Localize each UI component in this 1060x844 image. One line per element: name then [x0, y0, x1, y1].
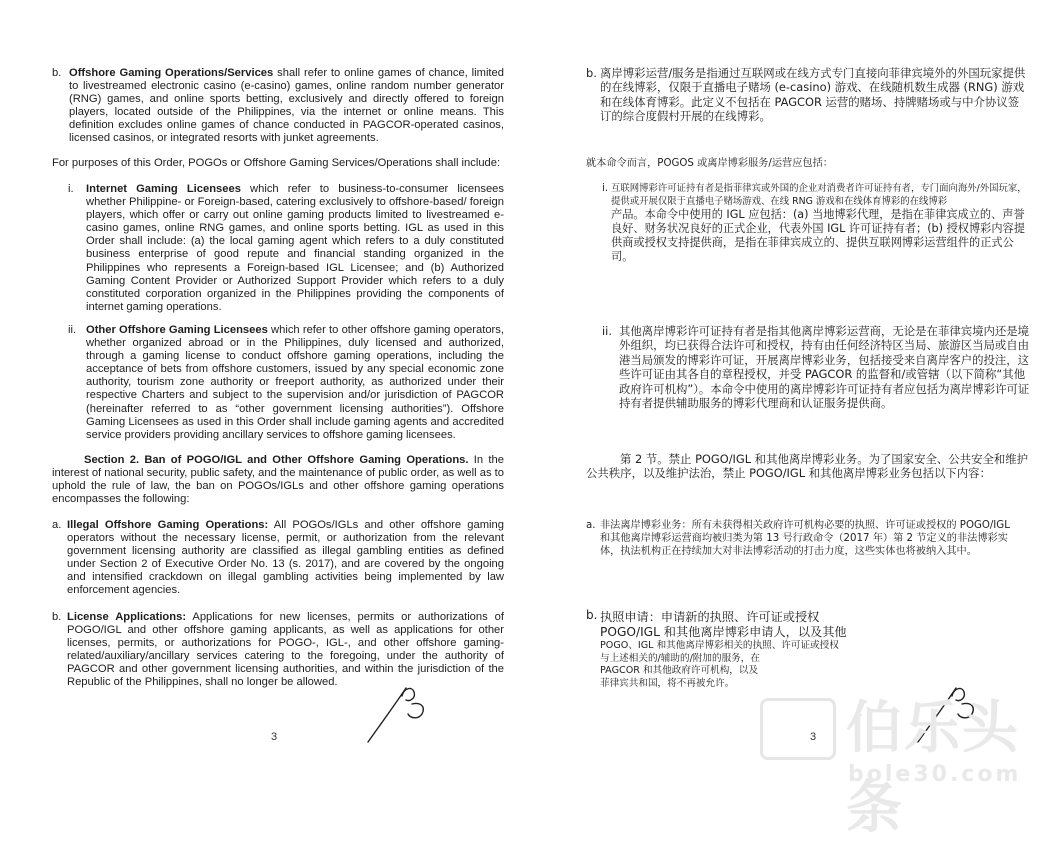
item-a-illegal	[52, 519, 504, 598]
item-b-license	[52, 611, 504, 690]
item-body: 离岸博彩运营/服务是指通过互联网或在线方式专门直接向菲律宾境外的外国玩家提供的在线博彩，仅限于直播电子赌场 (e-casino) 游戏、在线随机数生成器 (RNG) 游戏和在线体育博彩。此定义不包括在 PAGCOR 运营的赌场、持牌赌场或与中介协议签订的综合度假村开展的在线博彩。	[600, 66, 1026, 124]
item-body: shall refer to online games of chance, limited to livestreamed electronic casino (e-casino) games, online random number generator (RNG) games, and online sports betting, exclusively and directly offered to foreign players, located outside of the Philippines, via the internet or online means. This definition excludes online games of chance conducted in PAGCOR-operated casinos, licensed casinos, or integrated resorts with junket agreements.	[69, 67, 504, 145]
cn-definition-b	[586, 66, 1026, 124]
signature-mark	[360, 680, 440, 750]
section-body: In the interest of national security, public safety, and the maintenance of public order, as well as to uphold the rule of law, the ban on POGOs/IGLs and other offshore gaming operations encompasses the following:	[52, 454, 504, 506]
item-body: Applications for new licenses, permits or authorizations of POGO/IGL and other offshore gaming applicants, as well as applications for other licenses, permits, or authorizations for POGO-, IGL-, and other offshore gaming-related/auxiliary/ancillary services catering to the foregoing, under the authority of PAGCOR and other government licensing authorities, and within the jurisdiction of the Republic of the Philippines, shall no longer be allowed.	[67, 611, 504, 689]
cn-purposes-line: 就本命令而言，POGOS 或离岸博彩服务/运营应包括：	[586, 158, 833, 169]
item-i-internet-gaming	[68, 183, 504, 314]
item-marker: ii.	[68, 324, 77, 336]
item-title: Offshore Gaming Operations/Services	[69, 67, 274, 79]
item-marker: b.	[52, 67, 62, 79]
item-body: 产品。本命令中使用的 IGL 应包括：(a) 当地博彩代理，是指在菲律宾成立的、声誉良好、财务状况良好的正式企业，代表外国 IGL 许可证持有者；(b) 授权博彩内容提供商或授权支持提供商，是指在菲律宾成立的、提供互联网博彩运营组件的正式公司。	[611, 208, 1025, 263]
item-body: All POGOs/IGLs and other offshore gaming operators without the necessary license, permit, or authorization from the relevant government licensing authority are classified as illegal gambling entities as defined under Section 2 of Executive Order No. 13 (s. 2017), and are covered by the ongoing and intensified crackdown on illegal gambling activities being implemented by law enforcement agencies.	[67, 519, 504, 597]
cn-item-ii	[602, 324, 1032, 410]
item-marker: b.	[52, 611, 62, 623]
item-line: 执照申请：申请新的执照、许可证或授权	[600, 610, 820, 624]
item-line: POGO/IGL 和其他离岸博彩申请人，以及其他	[600, 625, 847, 639]
item-marker: b.	[586, 608, 598, 622]
watermark-url: bole30.com	[848, 762, 1022, 787]
item-line: 菲律宾共和国，将不再被允许。	[600, 677, 735, 689]
item-body: which refer to other offshore gaming operators, whether organized abroad or in the Philippines, duly licensed and authorized, through a gaming license to conduct offshore gaming operations, including the acceptance of bets from offshore customers, issued by any special economic zone authority, tourism zone authority or freeport authority, as authorized under their respective Charters and subject to the supervision and/or jurisdiction of PAGCOR (hereinafter referred to as “other government licensing authorities”). Offshore Gaming Licensees as used in this Order shall include gaming agents and accredited service providers providing ancillary services to offshore gaming licensees.	[86, 324, 504, 441]
watermark	[760, 680, 1060, 841]
page-number: 3	[271, 731, 278, 743]
watermark-logo-icon	[760, 698, 836, 760]
cn-item-b	[586, 609, 1026, 690]
section-title: Section 2. Ban of POGO/IGL and Other Offshore Gaming Operations.	[84, 454, 469, 466]
definition-b-offshore	[52, 67, 504, 146]
item-title: Internet Gaming Licensees	[86, 183, 241, 195]
item-title: License Applications:	[67, 611, 187, 623]
chinese-page	[538, 0, 1060, 789]
item-title: Illegal Offshore Gaming Operations:	[67, 519, 269, 531]
item-body: which refer to business-to-consumer licensees whether Philippine- or Foreign-based, catering exclusively to offshore-based/ foreign players, which offer or carry out online gaming products limited to livestreamed e-casino games, online RNG games, and online sports betting. IGL as used in this Order shall include: (a) the local gaming agent which refers to a duly constituted business enterprise of good repute and financial standing organized in the Philippines who represents a Foreign-based IGL Licensee; and (b) Authorized Gaming Content Provider or Authorized Support Provider which refers to a duly constituted corporation organized in the Philippines providing the components of internet gaming operations.	[86, 183, 504, 313]
item-title: Other Offshore Gaming Licensees	[86, 324, 268, 336]
cn-section-2: 第 2 节。禁止 POGO/IGL 和其他离岸博彩业务。为了国家安全、公共安全和维护公共秩序，以及维护法治，禁止 POGO/IGL 和其他离岸博彩业务包括以下内容：	[586, 452, 1029, 481]
purposes-line: For purposes of this Order, POGOs or Offshore Gaming Services/Operations shall include:	[52, 157, 501, 169]
item-marker: i.	[602, 183, 609, 194]
watermark-title: 伯乐头条	[846, 696, 1020, 841]
item-marker: b.	[586, 66, 597, 80]
english-page	[0, 0, 530, 789]
item-line: 与上述相关的/辅助的/附加的服务，在	[600, 652, 760, 664]
section-2-paragraph	[52, 454, 504, 506]
page-number: 3	[810, 731, 817, 743]
item-marker: a.	[586, 520, 596, 531]
item-body-small: 互联网博彩许可证持有者是指菲律宾或外国的企业对消费者许可证持有者，专门面向海外/外国玩家，提供或开展仅限于直播电子赌场游戏、在线 RNG 游戏和在线体育博彩的在线博彩	[611, 183, 1027, 207]
item-line: POGO、IGL 和其他离岸博彩相关的执照、许可证或授权	[600, 640, 839, 651]
item-marker: a.	[52, 519, 62, 531]
item-ii-other-offshore	[68, 324, 504, 442]
item-line: PAGCOR 和其他政府许可机构，以及	[600, 665, 759, 677]
cn-item-a	[586, 519, 1016, 559]
item-body: 非法离岸博彩业务：所有未获得相关政府许可机构必要的执照、许可证或授权的 POGO/IGL 和其他离岸博彩运营商均被归类为第 13 号行政命令（2017 年）第 2 节定义的非法博彩实体，执法机构正在持续加大对非法博彩活动的打击力度，这些实体也将被纳入其中。	[600, 520, 1010, 558]
item-marker: i.	[68, 183, 74, 195]
item-marker: ii.	[602, 324, 612, 338]
item-body: 其他离岸博彩许可证持有者是指其他离岸博彩运营商，无论是在菲律宾境内还是境外组织，均已获得合法许可和授权，持有由任何经济特区当局、旅游区当局或自由港当局颁发的博彩许可证，开展离岸博彩业务，包括接受来自离岸客户的投注，这些许可证由其各自的章程授权，并受 PAGCOR 的监督和/或管辖（以下简称“其他政府许可机构”）。本命令中使用的离岸博彩许可证持有者应包括为离岸博彩许可证持有者提供辅助服务的博彩代理商和认证服务提供商。	[619, 324, 1030, 411]
cn-item-i	[602, 182, 1032, 264]
